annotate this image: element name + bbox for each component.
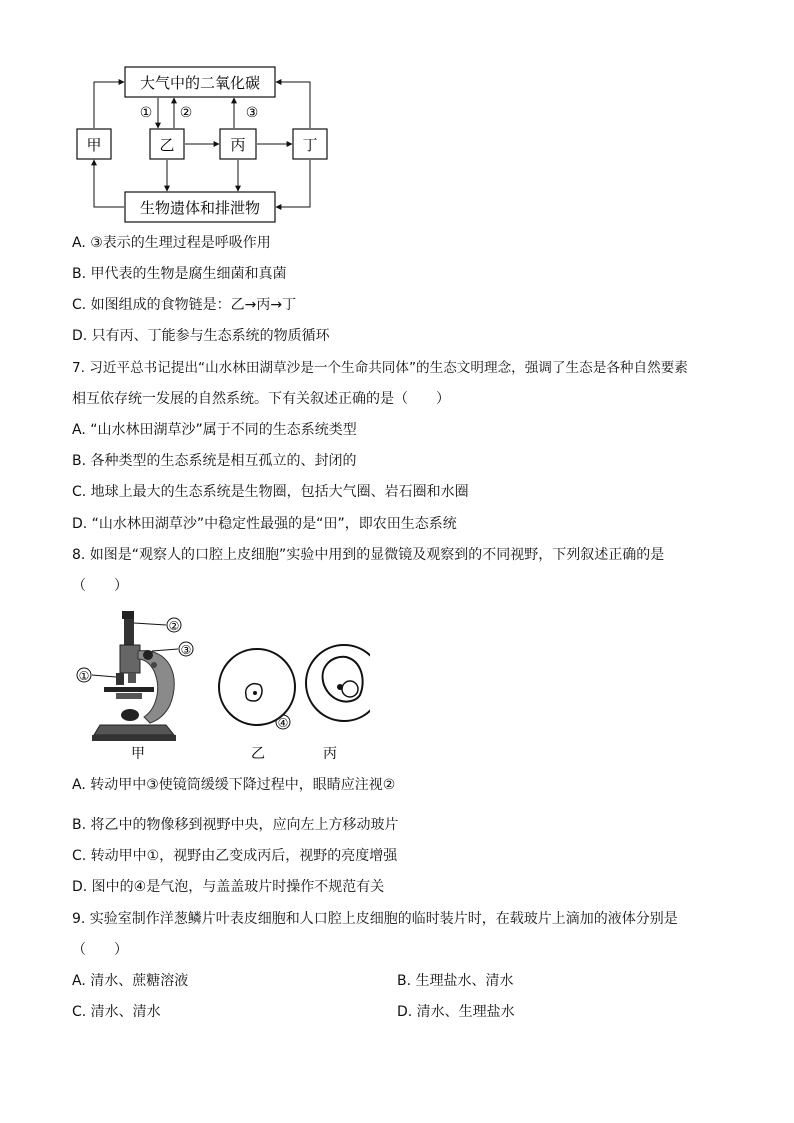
node-yi-label: 乙 <box>159 136 175 154</box>
q6-option-b: B. 甲代表的生物是腐生细菌和真菌 <box>72 266 287 282</box>
q8-stem-line1: 8. 如图是“观察人的口腔上皮细胞”实验中用到的显微镜及观察到的不同视野，下列叙述正确的是 <box>72 547 665 563</box>
box-atmosphere-co2-label: 大气中的二氧化碳 <box>139 74 261 92</box>
q9-option-b: B. 生理盐水、清水 <box>397 973 514 989</box>
view-yi <box>219 649 295 725</box>
q8-option-d: D. 图中的④是气泡，与盖盖玻片时操作不规范有关 <box>72 879 385 895</box>
q8-option-b: B. 将乙中的物像移到视野中央，应向左上方移动玻片 <box>72 817 399 833</box>
node-ding-label: 丁 <box>302 136 318 154</box>
q8-option-a: A. 转动甲中③使镜筒缓缓下降过程中，眼睛应注视② <box>72 777 396 793</box>
arrow-ding-to-remains <box>276 160 310 207</box>
q7-stem-line1: 7. 习近平总书记提出“山水林田湖草沙是一个生命共同体”的生态文明理念，强调了生态是各种自然要素 <box>72 360 688 376</box>
q7-option-d: D. “山水林田湖草沙”中稳定性最强的是“田”，即农田生态系统 <box>72 516 457 532</box>
view-bing <box>306 645 370 721</box>
node-jia-label: 甲 <box>86 136 102 154</box>
q6-option-d: D. 只有丙、丁能参与生态系统的物质循环 <box>72 328 330 344</box>
q7-option-c: C. 地球上最大的生态系统是生物圈，包括大气圈、岩石圈和水圈 <box>72 484 469 500</box>
fig-label-1: ① <box>78 669 90 683</box>
arrow-jia-to-co2 <box>94 82 124 128</box>
q9-stem-line1: 9. 实验室制作洋葱鳞片叶表皮细胞和人口腔上皮细胞的临时装片时，在载玻片上滴加的液体分别是 <box>72 911 678 927</box>
q6-option-c: C. 如图组成的食物链是：乙→丙→丁 <box>72 297 297 313</box>
fig-label-2: ② <box>168 619 180 633</box>
q8-stem-line2: （ ） <box>72 578 128 594</box>
q9-option-d: D. 清水、生理盐水 <box>397 1004 515 1020</box>
fig-caption-yi: 乙 <box>251 746 265 762</box>
fig-label-4: ④ <box>277 716 289 730</box>
q7-stem-line2: 相互依存统一发展的自然系统。下有关叙述正确的是（ ） <box>72 391 450 407</box>
q8-option-c: C. 转动甲中①，视野由乙变成丙后，视野的亮度增强 <box>72 848 398 864</box>
q9-option-c: C. 清水、清水 <box>72 1004 161 1020</box>
carbon-cycle-diagram <box>70 62 330 227</box>
box-remains-excreta-label: 生物遗体和排泄物 <box>139 199 261 217</box>
fig-label-3: ③ <box>180 643 192 657</box>
q7-option-b: B. 各种类型的生态系统是相互孤立的、封闭的 <box>72 453 357 469</box>
fig-caption-bing: 丙 <box>323 746 337 762</box>
q9-option-a: A. 清水、蔗糖溶液 <box>72 973 189 989</box>
node-bing-label: 丙 <box>230 136 246 154</box>
arrow-remains-to-jia <box>94 160 124 207</box>
microscope-figure <box>70 605 370 765</box>
mark-3: ③ <box>245 105 259 121</box>
q9-stem-line2: （ ） <box>72 942 128 958</box>
arrow-ding-to-co2 <box>276 82 310 128</box>
mark-1: ① <box>139 105 153 121</box>
fig-caption-jia: 甲 <box>131 746 145 762</box>
q6-option-a: A. ③表示的生理过程是呼吸作用 <box>72 235 271 251</box>
q7-option-a: A. “山水林田湖草沙”属于不同的生态系统类型 <box>72 422 357 438</box>
mark-2: ② <box>179 105 193 121</box>
